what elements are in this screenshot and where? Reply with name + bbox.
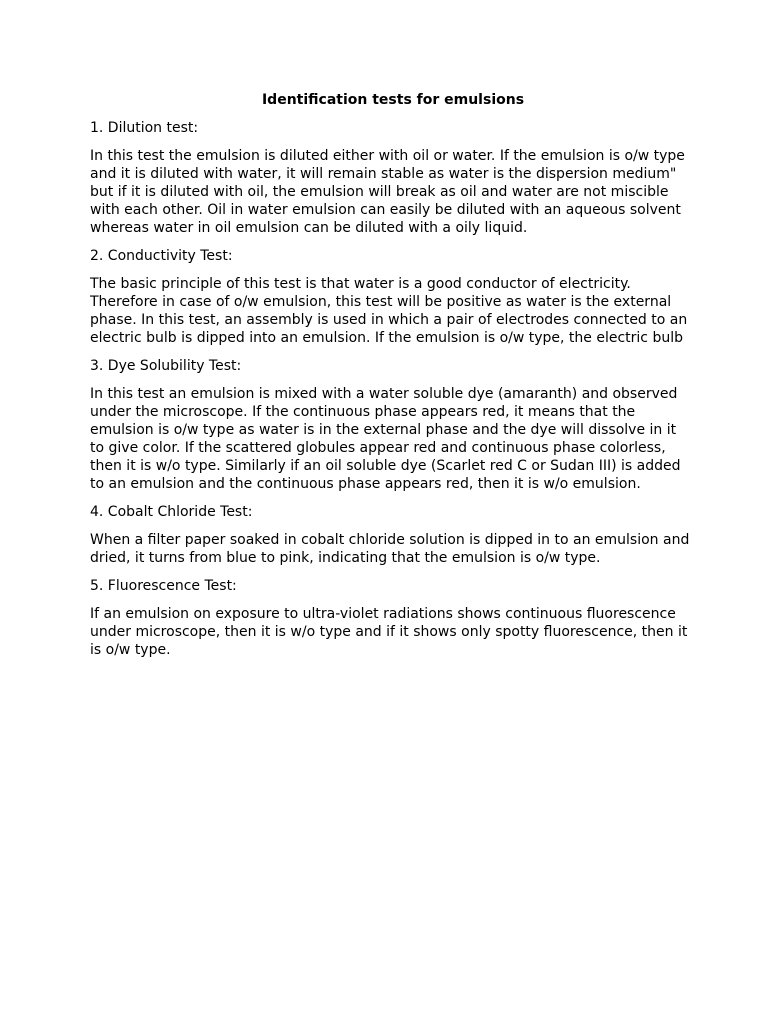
section-heading-fluorescence-test: 5. Fluorescence Test: [90,578,237,594]
document-page [90,89,690,669]
section-body-cobalt-chloride-test: When a filter paper soaked in cobalt chloride solution is dipped in to an emulsion and dried, it turns from blue to pink, indicating that the emulsion is o/w type. [90,532,690,566]
section-body-conductivity-test: The basic principle of this test is that water is a good conductor of electricity. Therefore in case of o/w emulsion, this test will be positive as water is the external phase. In this test, an assembly is used in which a pair of electrodes connected to an electric bulb is dipped into an emulsion. If the emulsion is o/w type, the electric bulb [90,276,688,346]
section-heading-dye-solubility-test: 3. Dye Solubility Test: [90,358,242,374]
section-body-dilution-test: In this test the emulsion is diluted either with oil or water. If the emulsion is o/w type and it is diluted with water, it will remain stable as water is the dispersion medium" but if it is diluted with oil, the emulsion will break as oil and water are not miscible with each other. Oil in water emulsion can easily be diluted with an aqueous solvent whereas water in oil emulsion can be diluted with a oily liquid. [90,148,685,236]
section-heading-conductivity-test: 2. Conductivity Test: [90,248,233,264]
section-body-fluorescence-test: If an emulsion on exposure to ultra-violet radiations shows continuous fluorescence under microscope, then it is w/o type and if it shows only spotty fluorescence, then it is o/w type. [90,606,688,658]
section-body-dye-solubility-test: In this test an emulsion is mixed with a water soluble dye (amaranth) and observed under the microscope. If the continuous phase appears red, it means that the emulsion is o/w type as water is in the external phase and the dye will dissolve in it to give color. If the scattered globules appear red and continuous phase colorless, then it is w/o type. Similarly if an oil soluble dye (Scarlet red C or Sudan III) is added to an emulsion and the continuous phase appears red, then it is w/o emulsion. [90,386,681,492]
section-heading-cobalt-chloride-test: 4. Cobalt Chloride Test: [90,504,253,520]
section-heading-dilution-test: 1. Dilution test: [90,120,199,136]
document-title: Identification tests for emulsions [261,92,525,108]
